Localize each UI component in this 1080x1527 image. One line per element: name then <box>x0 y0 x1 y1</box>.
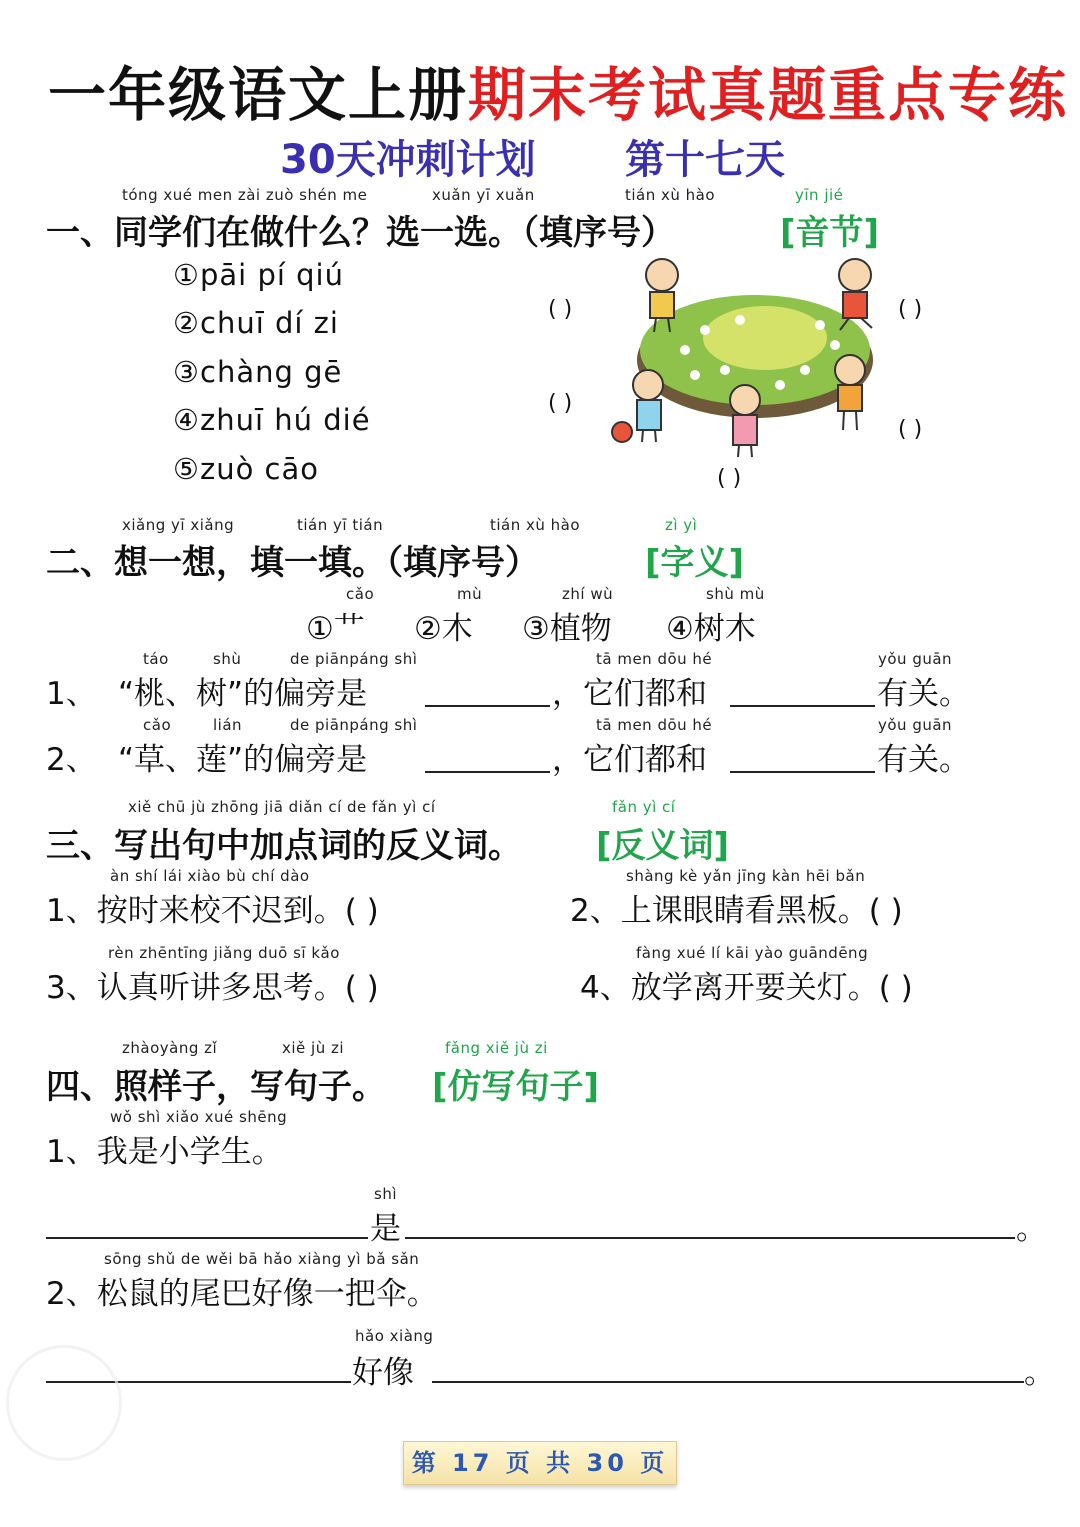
pinyin: táo <box>143 650 169 668</box>
pinyin: fǎng xiě jù zi <box>445 1039 548 1057</box>
pinyin: xiě chū jù zhōng jiā diǎn cí de fǎn yì cí <box>128 798 436 816</box>
answer-line[interactable] <box>425 771 550 773</box>
pinyin: cǎo <box>143 716 172 734</box>
question-text: 有关。 <box>877 676 970 712</box>
pinyin: tóng xué men zài zuò shén me <box>122 186 368 204</box>
pinyin: yīn jié <box>795 186 844 204</box>
day-label: 第十七天 <box>625 137 785 183</box>
question-text: 2、上课眼睛看黑板。( ) <box>570 893 903 929</box>
pinyin: rèn zhēntīng jiǎng duō sī kǎo <box>108 944 340 962</box>
pinyin: xiǎng yī xiǎng <box>122 516 235 534</box>
pinyin: àn shí lái xiào bù chí dào <box>110 867 310 885</box>
answer-line[interactable] <box>730 771 875 773</box>
sentence-end: 。 <box>1024 1355 1055 1391</box>
model-word: 是 <box>370 1211 401 1247</box>
pinyin: fàng xué lí kāi yào guāndēng <box>636 944 869 962</box>
section-4-title: 四、照样子，写句子。 <box>46 1067 386 1107</box>
section-2-tag: [字义] <box>645 543 745 583</box>
question-text: 4、放学离开要关灯。( ) <box>580 970 913 1006</box>
answer-line[interactable] <box>46 1237 368 1239</box>
pinyin: yǒu guān <box>878 716 953 734</box>
pinyin: shì <box>374 1185 397 1203</box>
sentence-end: 。 <box>1016 1211 1047 1247</box>
child-figure <box>835 355 865 430</box>
choice-item: ④树木 <box>666 611 756 647</box>
pinyin: shù <box>213 650 242 668</box>
pinyin: zhí wù <box>562 585 614 603</box>
pinyin: shàng kè yǎn jīng kàn hēi bǎn <box>626 867 866 885</box>
watermark-logo <box>6 1345 122 1461</box>
answer-blank[interactable]: ( ) <box>898 297 923 322</box>
answer-blank[interactable]: ( ) <box>898 417 923 442</box>
pinyin: cǎo <box>346 585 375 603</box>
section-3-tag: [反义词] <box>596 826 730 866</box>
option-item: ②chuī dí zi <box>173 306 339 340</box>
answer-line[interactable] <box>730 705 875 707</box>
title-red: 期末考试真题重点专练 <box>468 61 1069 129</box>
question-number: 1、 <box>46 676 97 712</box>
answer-line[interactable] <box>405 1237 1015 1239</box>
pinyin: yǒu guān <box>878 650 953 668</box>
choice-item: ①艹 <box>306 611 365 647</box>
child-figure <box>730 385 760 457</box>
section-2-title: 二、想一想，填一填。（填序号） <box>46 543 539 583</box>
title-black: 一年级语文上册 <box>48 61 469 129</box>
option-item: ③chàng gē <box>173 355 343 389</box>
pinyin: tā men dōu hé <box>596 716 713 734</box>
section-4-tag: [仿写句子] <box>432 1067 600 1107</box>
question-text: 1、按时来校不迟到。( ) <box>46 893 379 929</box>
choice-item: ③植物 <box>522 611 612 647</box>
ball-icon <box>612 422 632 442</box>
pinyin: fǎn yì cí <box>612 798 676 816</box>
pinyin: wǒ shì xiǎo xué shēng <box>110 1108 288 1126</box>
page-title <box>48 48 1068 132</box>
pinyin: xiě jù zi <box>282 1039 345 1057</box>
pinyin: zì yì <box>665 516 698 534</box>
pinyin: de piānpáng shì <box>290 650 418 668</box>
pinyin: tián yī tián <box>297 516 384 534</box>
pinyin: zhàoyàng zǐ <box>122 1039 218 1057</box>
answer-line[interactable] <box>432 1381 1024 1383</box>
option-item: ①pāi pí qiú <box>173 258 344 292</box>
child-figure <box>633 370 663 442</box>
page-number-badge: 第 17 页 共 30 页 <box>403 1441 677 1485</box>
children-playground-illustration <box>600 250 900 465</box>
question-text: “草、莲”的偏旁是 <box>118 742 368 778</box>
option-item: ⑤zuò cāo <box>173 452 320 486</box>
pinyin: mù <box>457 585 483 603</box>
pinyin: hǎo xiàng <box>355 1327 434 1345</box>
pinyin: sōng shǔ de wěi bā hǎo xiàng yì bǎ sǎn <box>104 1250 420 1268</box>
pinyin: xuǎn yī xuǎn <box>432 186 535 204</box>
pinyin: shù mù <box>706 585 765 603</box>
question-text: “桃、树”的偏旁是 <box>118 676 368 712</box>
question-text: 有关。 <box>877 742 970 778</box>
question-number: 2、 <box>46 742 97 778</box>
plan-label: 30天冲刺计划 <box>280 137 536 183</box>
question-text: ，它们都和 <box>552 676 707 712</box>
answer-blank[interactable]: ( ) <box>717 466 742 491</box>
section-3-title: 三、写出句中加点词的反义词。 <box>46 826 522 866</box>
pinyin: tā men dōu hé <box>596 650 713 668</box>
choice-item: ②木 <box>414 611 473 647</box>
pinyin: tián xù hào <box>625 186 716 204</box>
answer-blank[interactable]: ( ) <box>548 391 573 416</box>
model-word: 好像 <box>352 1355 414 1391</box>
pinyin: tián xù hào <box>490 516 581 534</box>
question-text: 1、我是小学生。 <box>46 1134 283 1170</box>
pinyin: de piānpáng shì <box>290 716 418 734</box>
answer-blank[interactable]: ( ) <box>548 297 573 322</box>
section-1-tag: [音节] <box>780 213 880 253</box>
section-1-title: 一、同学们在做什么？选一选。（填序号） <box>46 213 675 253</box>
question-text: ，它们都和 <box>552 742 707 778</box>
answer-line[interactable] <box>425 705 550 707</box>
option-item: ④zhuī hú dié <box>173 403 371 437</box>
pinyin: lián <box>213 716 243 734</box>
question-text: 2、松鼠的尾巴好像一把伞。 <box>46 1276 438 1312</box>
question-text: 3、认真听讲多思考。( ) <box>46 970 379 1006</box>
